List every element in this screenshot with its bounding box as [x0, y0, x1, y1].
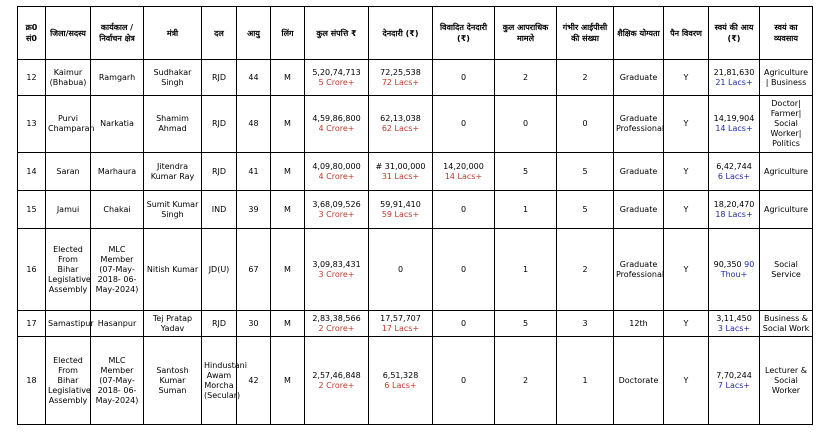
cell-age: 67 [237, 229, 271, 311]
cell-disputed [433, 337, 495, 425]
cell-criminal: 1 [495, 191, 557, 229]
income-sub: 21 Lacs+ [715, 77, 753, 87]
assets-sub: 3 Crore+ [318, 269, 355, 279]
cell-party: RJD [202, 96, 237, 153]
cell-pan: Y [664, 60, 709, 96]
cell-tenure: Narkatia [91, 96, 144, 153]
cell-party: RJD [202, 60, 237, 96]
cell-sno: 14 [18, 153, 46, 191]
cell-age: 44 [237, 60, 271, 96]
cell-criminal: 5 [495, 311, 557, 337]
cell-district: Elected From Bihar Legislative Assembly [46, 337, 91, 425]
cell-education: Doctorate [614, 337, 664, 425]
cell-assets [305, 96, 369, 153]
cell-education: Graduate [614, 60, 664, 96]
cell-sno: 15 [18, 191, 46, 229]
disputed-value: 0 [460, 72, 467, 82]
header-ipc: गंभीर आईपीसी की संख्या [557, 7, 614, 60]
cell-ipc: 0 [557, 96, 614, 153]
cell-liabilities [369, 191, 433, 229]
cell-occupation: Agriculture [760, 191, 813, 229]
cell-criminal: 2 [495, 337, 557, 425]
income-sub: 6 Lacs+ [717, 171, 751, 181]
cell-sno: 18 [18, 337, 46, 425]
liab-sub: 6 Lacs+ [384, 380, 417, 390]
income-value: 18,20,470 [713, 199, 755, 209]
cell-education: Graduate Professional [614, 96, 664, 153]
income-value: 6,42,744 [716, 161, 752, 171]
cell-party: IND [202, 191, 237, 229]
header-occupation: स्वयं का व्यवसाय [760, 7, 813, 60]
cell-minister: Sudhakar Singh [144, 60, 202, 96]
cell-disputed [433, 153, 495, 191]
liab-value: 17,57,707 [380, 313, 421, 323]
income-sub: 14 Lacs+ [715, 124, 753, 133]
cell-party: RJD [202, 311, 237, 337]
liab-sub: 17 Lacs+ [381, 323, 420, 333]
cell-district: Saran [46, 153, 91, 191]
cell-pan: Y [664, 191, 709, 229]
cell-sno: 17 [18, 311, 46, 337]
assets-sub: 4 Crore+ [318, 124, 355, 133]
assets-value: 4,09,80,000 [312, 161, 361, 171]
header-education: शैक्षिक योग्यता [614, 7, 664, 60]
header-party: दल [202, 7, 237, 60]
header-minister: मंत्री [144, 7, 202, 60]
cell-occupation: Lecturer & Social Worker [760, 337, 813, 425]
income-sub: 3 Lacs+ [717, 323, 751, 333]
cell-party: Hindustani Awam Morcha (Secular) [202, 337, 237, 425]
liab-value: 62,13,038 [380, 114, 421, 123]
ministers-table [17, 6, 813, 425]
cell-sno: 16 [18, 229, 46, 311]
cell-criminal: 1 [495, 229, 557, 311]
cell-assets [305, 311, 369, 337]
cell-age: 39 [237, 191, 271, 229]
cell-pan: Y [664, 337, 709, 425]
cell-pan: Y [664, 311, 709, 337]
cell-criminal: 5 [495, 153, 557, 191]
header-sno: क्र0 सं0 [18, 7, 46, 60]
header-assets: कुल संपत्ति ₹ [305, 7, 369, 60]
cell-income [709, 96, 760, 153]
cell-income [709, 153, 760, 191]
assets-sub: 3 Crore+ [318, 209, 355, 219]
liab-value: # 31,00,000 [375, 161, 426, 171]
income-value: 21,81,630 [713, 67, 755, 77]
cell-income [709, 337, 760, 425]
header-district: जिला/सदस्य [46, 7, 91, 60]
assets-value: 3,09,83,431 [312, 259, 361, 269]
cell-ipc: 3 [557, 311, 614, 337]
header-disputed: विवादित देनदारी (₹) [433, 7, 495, 60]
assets-value: 3,68,09,526 [312, 199, 361, 209]
cell-occupation: Agriculture | Business [760, 60, 813, 96]
assets-value: 2,57,46,848 [312, 370, 361, 380]
cell-gender: M [271, 229, 305, 311]
cell-minister: Shamim Ahmad [144, 96, 202, 153]
table-row [18, 311, 813, 337]
cell-gender: M [271, 337, 305, 425]
disputed-value: 0 [460, 119, 467, 128]
cell-tenure: Chakai [91, 191, 144, 229]
cell-district: Kaimur (Bhabua) [46, 60, 91, 96]
cell-ipc: 2 [557, 60, 614, 96]
cell-disputed [433, 311, 495, 337]
cell-district: Elected From Bihar Legislative Assembly [46, 229, 91, 311]
table-row [18, 153, 813, 191]
table-row [18, 96, 813, 153]
assets-sub: 2 Crore+ [318, 323, 355, 333]
disputed-value: 0 [460, 204, 467, 214]
cell-ipc: 1 [557, 337, 614, 425]
cell-minister: Tej Pratap Yadav [144, 311, 202, 337]
cell-education: Graduate Professional [614, 229, 664, 311]
cell-education: Graduate [614, 191, 664, 229]
cell-ipc: 5 [557, 191, 614, 229]
cell-assets [305, 229, 369, 311]
cell-minister: Nitish Kumar [144, 229, 202, 311]
table-row [18, 229, 813, 311]
cell-district: Purvi Champaran [46, 96, 91, 153]
cell-disputed [433, 191, 495, 229]
cell-gender: M [271, 191, 305, 229]
cell-gender: M [271, 60, 305, 96]
cell-sno: 13 [18, 96, 46, 153]
liab-value: 59,91,410 [380, 199, 421, 209]
disputed-value: 0 [460, 318, 467, 328]
cell-ipc: 2 [557, 229, 614, 311]
liab-sub: 59 Lacs+ [381, 209, 420, 219]
liab-value: 72,25,538 [380, 67, 421, 77]
assets-sub: 4 Crore+ [318, 171, 355, 181]
liab-sub: 72 Lacs+ [381, 77, 420, 87]
income-value: 90,350 [713, 259, 742, 269]
cell-income [709, 191, 760, 229]
cell-criminal: 2 [495, 60, 557, 96]
assets-value: 4,59,86,800 [312, 114, 361, 123]
cell-tenure: MLC Member (07-May-2018- 06-May-2024) [91, 229, 144, 311]
cell-minister: Jitendra Kumar Ray [144, 153, 202, 191]
cell-tenure: Ramgarh [91, 60, 144, 96]
cell-assets [305, 191, 369, 229]
income-value: 14,19,904 [713, 114, 755, 123]
cell-liabilities [369, 337, 433, 425]
disputed-sub: 14 Lacs+ [444, 171, 483, 181]
cell-pan: Y [664, 153, 709, 191]
cell-assets [305, 337, 369, 425]
assets-sub: 2 Crore+ [318, 380, 355, 390]
cell-gender: M [271, 153, 305, 191]
cell-income [709, 229, 760, 311]
cell-gender: M [271, 96, 305, 153]
cell-liabilities [369, 153, 433, 191]
header-age: आयु [237, 7, 271, 60]
cell-sno: 12 [18, 60, 46, 96]
header-liabilities: देनदारी (₹) [369, 7, 433, 60]
assets-value: 5,20,74,713 [312, 67, 361, 77]
table-row [18, 191, 813, 229]
cell-tenure: MLC Member (07-May-2018- 06-May-2024) [91, 337, 144, 425]
header-gender: लिंग [271, 7, 305, 60]
cell-income [709, 311, 760, 337]
cell-liabilities [369, 229, 433, 311]
cell-party: JD(U) [202, 229, 237, 311]
cell-occupation: Business & Social Work [760, 311, 813, 337]
assets-value: 2,83,38,566 [312, 313, 361, 323]
income-value: 3,11,450 [716, 313, 752, 323]
income-sub: 90 Thou+ [720, 259, 755, 279]
cell-tenure: Marhaura [91, 153, 144, 191]
header-criminal: कुल आपराधिक मामले [495, 7, 557, 60]
cell-occupation: Agriculture [760, 153, 813, 191]
cell-education: Graduate [614, 153, 664, 191]
cell-age: 48 [237, 96, 271, 153]
cell-liabilities [369, 311, 433, 337]
liab-sub: 62 Lacs+ [381, 124, 420, 133]
header-row [18, 7, 813, 60]
cell-occupation: Doctor| Farmer| Social Worker| Politics [760, 96, 813, 153]
cell-liabilities [369, 96, 433, 153]
cell-disputed [433, 96, 495, 153]
cell-age: 41 [237, 153, 271, 191]
cell-pan: Y [664, 96, 709, 153]
cell-age: 42 [237, 337, 271, 425]
header-pan: पैन विवरण [664, 7, 709, 60]
cell-income [709, 60, 760, 96]
cell-criminal: 0 [495, 96, 557, 153]
cell-education: 12th [614, 311, 664, 337]
liab-value: 6,51,328 [382, 370, 419, 380]
cell-minister: Sumit Kumar Singh [144, 191, 202, 229]
table-row [18, 337, 813, 425]
income-value: 7,70,244 [716, 370, 752, 380]
cell-age: 30 [237, 311, 271, 337]
cell-liabilities [369, 60, 433, 96]
cell-ipc: 5 [557, 153, 614, 191]
cell-minister: Santosh Kumar Suman [144, 337, 202, 425]
disputed-value: 14,20,000 [443, 161, 484, 171]
disputed-value: 0 [460, 264, 467, 274]
header-income: स्वयं की आय (₹) [709, 7, 760, 60]
cell-assets [305, 153, 369, 191]
cell-disputed [433, 229, 495, 311]
liab-sub: 31 Lacs+ [381, 171, 420, 181]
cell-district: Samastipur [46, 311, 91, 337]
cell-pan: Y [664, 229, 709, 311]
cell-occupation: Social Service [760, 229, 813, 311]
cell-assets [305, 60, 369, 96]
income-sub: 18 Lacs+ [715, 209, 753, 219]
cell-party: RJD [202, 153, 237, 191]
income-sub: 7 Lacs+ [717, 380, 751, 390]
header-tenure: कार्यकाल /निर्वाचन क्षेत्र [91, 7, 144, 60]
cell-tenure: Hasanpur [91, 311, 144, 337]
assets-sub: 5 Crore+ [318, 77, 355, 87]
disputed-value: 0 [460, 375, 467, 385]
cell-gender: M [271, 311, 305, 337]
cell-district: Jamui [46, 191, 91, 229]
cell-disputed [433, 60, 495, 96]
table-row [18, 60, 813, 96]
liab-value: 0 [397, 264, 404, 274]
